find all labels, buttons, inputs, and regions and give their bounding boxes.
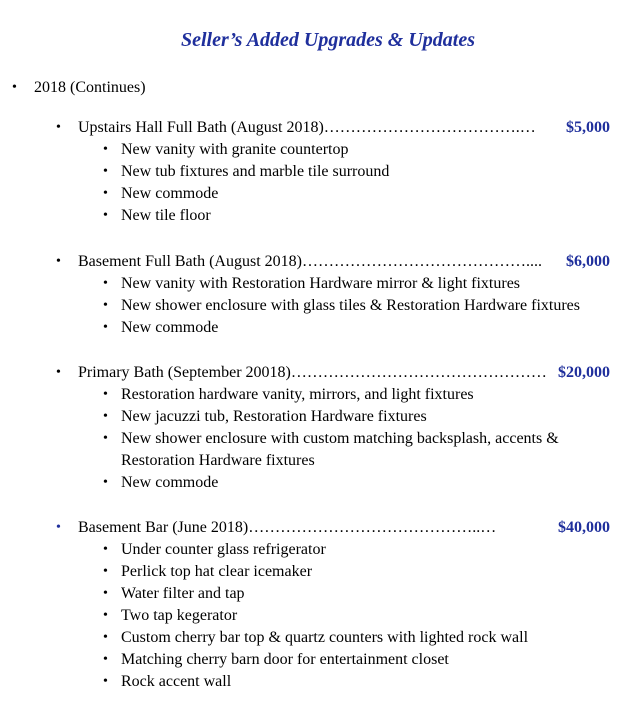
- bullet-icon: •: [103, 586, 108, 601]
- list-item: • New commode: [0, 317, 611, 339]
- bullet-icon: •: [103, 276, 108, 291]
- list-item: • Two tap kegerator: [0, 605, 611, 627]
- section-price: $6,000: [565, 251, 610, 273]
- list-item: • New shower enclosure with glass tiles & Restoration Hardware fixtures: [0, 295, 611, 317]
- bullet-icon: •: [56, 254, 61, 269]
- section-name: Basement Bar (June 2018): [78, 519, 249, 536]
- bullet-icon: •: [103, 542, 108, 557]
- bullet-icon: •: [103, 208, 108, 223]
- list-item: • New vanity with Restoration Hardware mirror & light fixtures: [0, 273, 611, 295]
- bullet-icon: •: [103, 608, 108, 623]
- bullet-icon: •: [103, 409, 108, 424]
- section-price: $20,000: [557, 362, 610, 384]
- bullet-icon: •: [103, 630, 108, 645]
- page-title: Seller’s Added Upgrades & Updates: [180, 29, 476, 51]
- section-heading: [0, 251, 636, 273]
- item-list: [0, 384, 636, 494]
- list-item: • Custom cherry bar top & quartz counters with lighted rock wall: [0, 627, 611, 649]
- dot-leader: ……………………………………..…: [248, 519, 497, 536]
- section-price: $40,000: [557, 517, 610, 539]
- section-name: Basement Full Bath (August 2018): [78, 253, 302, 270]
- bullet-icon: •: [103, 431, 108, 446]
- section-heading: [0, 517, 636, 539]
- bullet-icon: •: [103, 142, 108, 157]
- bullet-icon: •: [103, 320, 108, 335]
- section-label: [78, 117, 610, 139]
- bullet-icon: •: [103, 674, 108, 689]
- item-list: [0, 539, 636, 693]
- bullet-icon: •: [12, 80, 17, 95]
- list-item: • New commode: [0, 183, 611, 205]
- section-label: [78, 251, 610, 273]
- list-item: • New shower enclosure with custom matching backsplash, accents & Restoration Hardware fixtures: [103, 430, 559, 469]
- section-label: [78, 517, 610, 539]
- item-list: [0, 139, 636, 227]
- list-item: • Matching cherry barn door for entertainment closet: [0, 649, 611, 671]
- list-item: • Restoration hardware vanity, mirrors, and light fixtures: [0, 384, 611, 406]
- section-name: Primary Bath (September 20018): [78, 364, 291, 381]
- list-item: • Under counter glass refrigerator: [0, 539, 611, 561]
- dot-leader: ……………………………….…: [323, 119, 536, 136]
- list-item: • Rock accent wall: [0, 671, 611, 693]
- year-label: 2018 (Continues): [34, 79, 146, 96]
- dot-leader: ……………………………………....: [301, 253, 542, 270]
- item-list: [0, 273, 636, 339]
- bullet-icon: •: [103, 652, 108, 667]
- list-item: • Perlick top hat clear icemaker: [0, 561, 611, 583]
- bullet-icon: •: [103, 475, 108, 490]
- list-item: • New tub fixtures and marble tile surround: [0, 161, 611, 183]
- bullet-icon: •: [103, 186, 108, 201]
- list-item: • New commode: [0, 472, 611, 494]
- section-label: [78, 362, 610, 384]
- section-name: Upstairs Hall Full Bath (August 2018): [78, 119, 324, 136]
- list-item: • Water filter and tap: [0, 583, 611, 605]
- bullet-icon: •: [56, 365, 61, 380]
- bullet-icon: •: [103, 387, 108, 402]
- list-item: • New tile floor: [0, 205, 611, 227]
- bullet-icon: •: [56, 520, 61, 535]
- section-heading: [0, 362, 636, 384]
- bullet-icon: •: [56, 120, 61, 135]
- bullet-icon: •: [103, 298, 108, 313]
- section-heading: [0, 117, 636, 139]
- bullet-icon: •: [103, 164, 108, 179]
- list-item: • New vanity with granite countertop: [0, 139, 611, 161]
- section-price: $5,000: [565, 117, 610, 139]
- list-item: • New jacuzzi tub, Restoration Hardware fixtures: [0, 406, 611, 428]
- dot-leader: …………………………………………: [290, 364, 547, 381]
- bullet-icon: •: [103, 564, 108, 579]
